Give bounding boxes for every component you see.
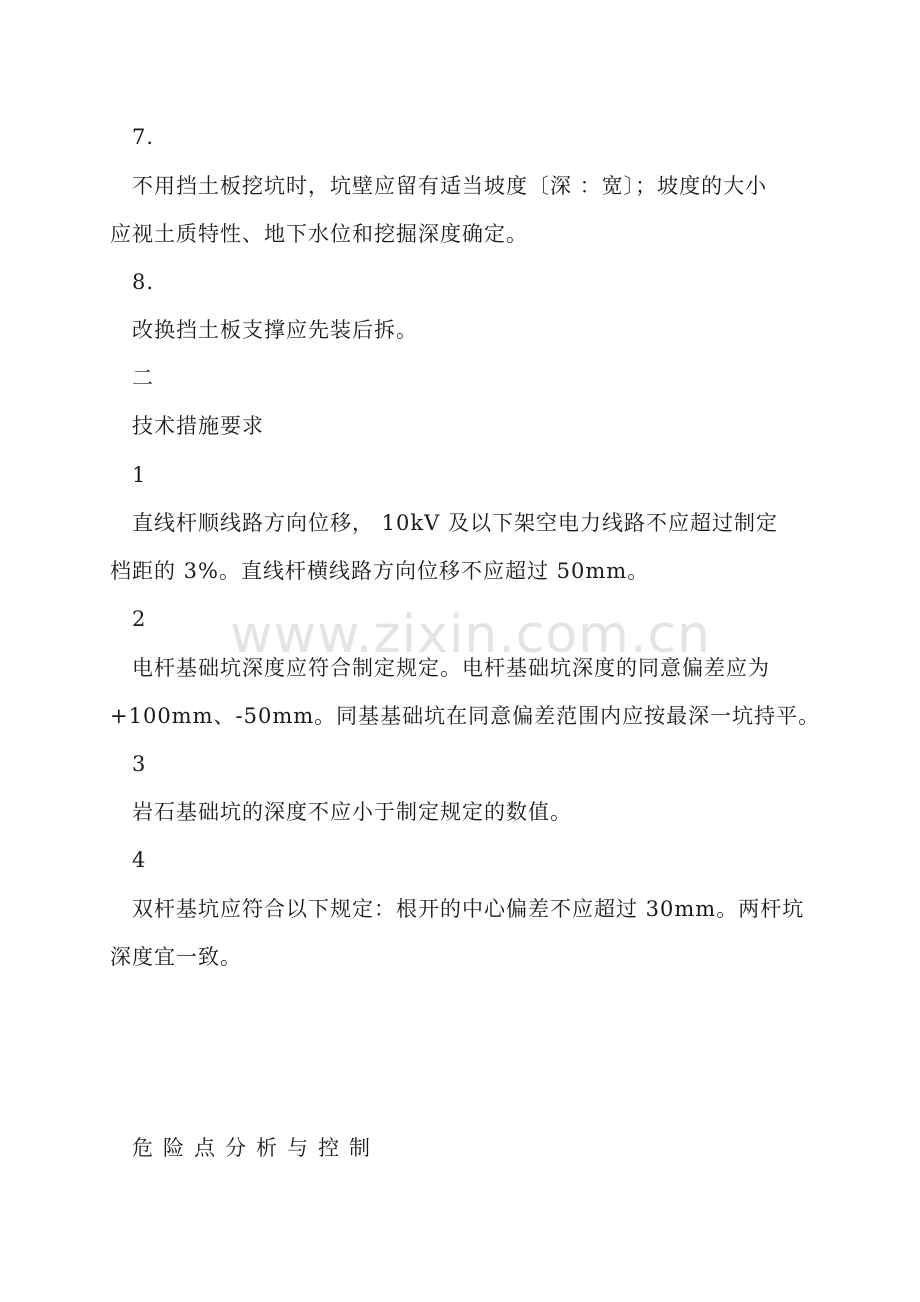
- hazard-heading: 危险点分析与控制: [132, 1136, 380, 1160]
- item-7-number: 7.: [132, 125, 155, 149]
- req-4-number: 4: [132, 848, 147, 872]
- req-2-number: 2: [132, 607, 147, 631]
- req-4-text-line1: 双杆基坑应符合以下规定：根开的中心偏差不应超过 30mm。两杆坑: [132, 897, 805, 921]
- req-1-text-line2: 档距的 3%。直线杆横线路方向位移不应超过 50mm。: [110, 559, 650, 583]
- req-1-number: 1: [132, 463, 147, 487]
- req-1-text-line1: 直线杆顺线路方向位移， 10kV 及以下架空电力线路不应超过制定: [132, 511, 778, 535]
- req-2-text-line1: 电杆基础坑深度应符合制定规定。电杆基础坑深度的同意偏差应为: [132, 656, 770, 680]
- section-2-number: 二: [132, 366, 154, 390]
- req-2-text-line2: +100mm、-50mm。同基基础坑在同意偏差范围内应按最深一坑持平。: [110, 704, 821, 728]
- item-8-text: 改换挡土板支撑应先装后拆。: [132, 318, 418, 342]
- req-3-number: 3: [132, 752, 147, 776]
- section-2-title: 技术措施要求: [132, 414, 264, 438]
- watermark: www.zixin.com.cn: [230, 605, 711, 665]
- item-8-number: 8.: [132, 270, 155, 294]
- item-7-text-line2: 应视土质特性、地下水位和挖掘深度确定。: [110, 222, 528, 246]
- req-4-text-line2: 深度宜一致。: [110, 945, 242, 969]
- req-3-text: 岩石基础坑的深度不应小于制定规定的数值。: [132, 800, 572, 824]
- item-7-text-line1: 不用挡土板挖坑时，坑壁应留有适当坡度〔深 ：宽〕；坡度的大小: [132, 174, 768, 198]
